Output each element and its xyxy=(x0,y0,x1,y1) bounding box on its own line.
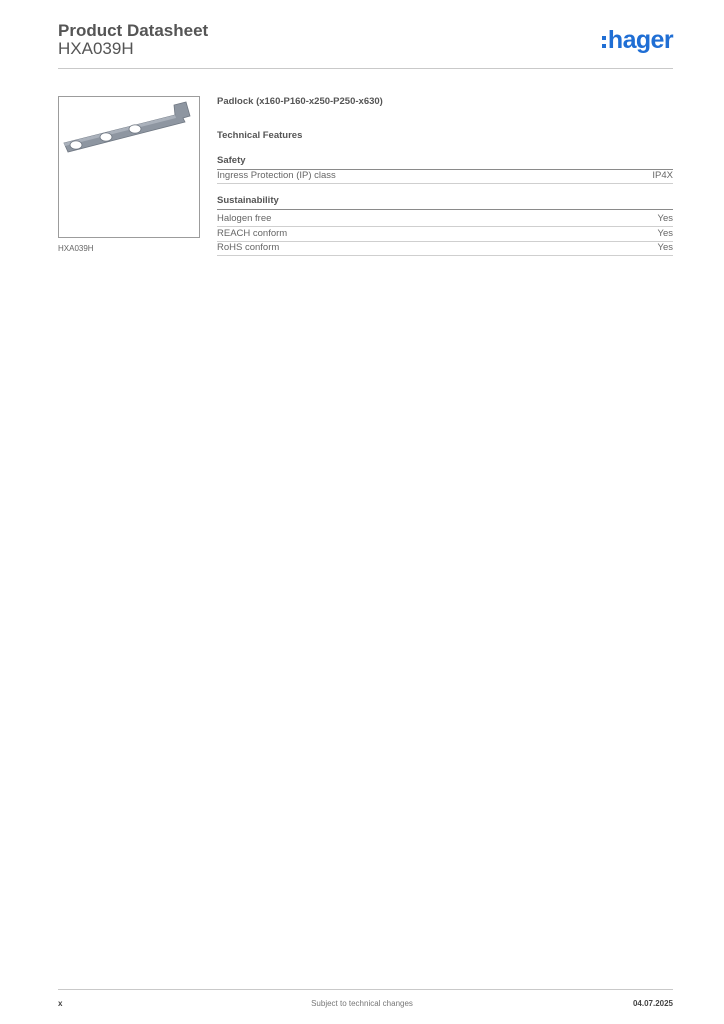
section-title-safety: Safety xyxy=(217,155,673,170)
row-label: Ingress Protection (IP) class xyxy=(217,170,336,181)
table-row xyxy=(217,212,673,227)
row-value: Yes xyxy=(657,213,673,224)
table-row xyxy=(217,241,673,256)
footer-disclaimer: Subject to technical changes xyxy=(311,999,413,1008)
image-caption: HXA039H xyxy=(58,244,94,253)
product-code: HXA039H xyxy=(58,39,134,58)
footer-date: 04.07.2025 xyxy=(632,999,673,1008)
row-value: IP4X xyxy=(652,170,673,181)
document-title: Product Datasheet xyxy=(58,21,209,40)
row-label: Halogen free xyxy=(217,213,272,224)
product-image xyxy=(58,96,200,238)
row-value: Yes xyxy=(657,228,673,239)
table-row xyxy=(217,169,673,184)
product-name: Padlock (x160-P160-x250-P250-x630) xyxy=(217,96,383,107)
padlock-plate-icon xyxy=(59,97,199,237)
header-divider xyxy=(58,68,673,69)
row-label: RoHS conform xyxy=(217,242,280,253)
footer-left-text: x xyxy=(58,999,63,1008)
logo-dots-icon xyxy=(602,36,606,48)
table-row xyxy=(217,227,673,242)
logo-text: hager xyxy=(607,26,673,54)
page-header xyxy=(58,20,673,70)
row-value: Yes xyxy=(657,242,673,253)
technical-features-title: Technical Features xyxy=(217,130,303,141)
footer-divider xyxy=(58,989,673,990)
hager-logo xyxy=(602,26,673,54)
section-title-sustainability: Sustainability xyxy=(217,195,673,210)
row-label: REACH conform xyxy=(217,228,288,239)
